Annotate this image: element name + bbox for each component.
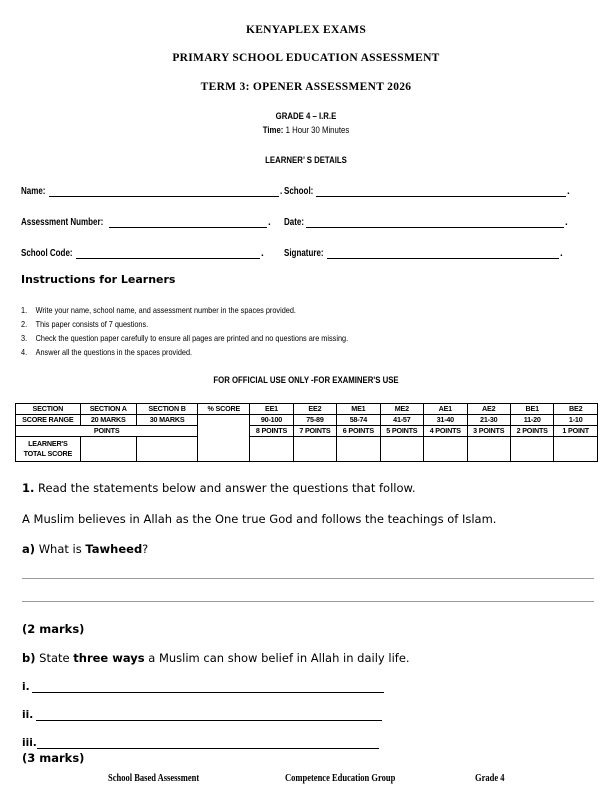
question-1a-marks: (2 marks) [22,622,85,636]
instructions-title: Instructions for Learners [21,273,176,286]
score-table [15,403,598,462]
instruction-item [21,319,148,329]
part-text: What is [38,542,82,556]
signature-label: Signature: [284,248,324,259]
question-number: 1. [22,481,35,495]
answer-line[interactable] [32,692,384,693]
table-header-cell: ME2 [380,404,423,415]
total-score-label [16,437,81,462]
grade-subject: GRADE 4 – I.R.E [275,111,337,122]
table-cell: 2 POINTS [510,426,553,437]
school-code-label: School Code: [21,248,73,259]
field-end-dot: . [261,248,264,259]
date-field[interactable] [306,227,564,228]
instruction-number: 4. [21,347,28,357]
part-text-end: a Muslim can show belief in Allah in daily life. [148,651,410,665]
assessment-number-field[interactable] [109,227,267,228]
instruction-text: Check the question paper carefully to ensure all pages are printed and no questions are missing. [35,333,349,343]
ae2-cell[interactable] [467,437,510,462]
section-b-score-cell[interactable] [136,437,197,462]
table-cell: POINTS [16,426,198,437]
table-cell: 20 MARKS [80,415,136,426]
table-row [16,404,598,415]
answer-line[interactable] [22,578,594,579]
field-end-dot: . [268,217,271,228]
instruction-text: This paper consists of 7 questions. [35,319,149,329]
time-value: 1 Hour 30 Minutes [285,125,350,136]
table-cell: 11-20 [510,415,553,426]
table-cell: 30 MARKS [136,415,197,426]
table-header-cell: BE2 [554,404,598,415]
instruction-number: 3. [21,333,28,343]
question-1a [22,542,148,556]
instruction-number: 2. [21,319,28,329]
question-1-instruction [22,481,416,495]
instruction-text: Write your name, school name, and assessment number in the spaces provided. [35,305,296,315]
table-cell: 90-100 [250,415,293,426]
term-title: TERM 3: OPENER ASSESSMENT 2026 [200,81,412,93]
table-header-cell: AE2 [467,404,510,415]
part-label: b) [22,651,36,665]
field-end-dot: . [280,186,283,197]
learner-details-title: LEARNER’ S DETAILS [265,155,347,166]
part-keyword: three ways [73,651,145,665]
answer-line[interactable] [37,748,379,749]
table-header-cell: BE1 [510,404,553,415]
table-header-cell: ME1 [337,404,380,415]
ae1-cell[interactable] [424,437,467,462]
field-end-dot: . [560,248,563,259]
table-cell: 75-89 [293,415,336,426]
table-cell: 31-40 [424,415,467,426]
table-row [16,415,598,426]
table-row [16,426,598,437]
instruction-number: 1. [21,305,28,315]
answer-label: i. [22,681,30,693]
table-header-cell: SECTION B [136,404,197,415]
table-cell: 5 POINTS [380,426,423,437]
school-label: School: [284,186,314,197]
official-use-caption: FOR OFFICIAL USE ONLY -FOR EXAMINER'S USE [213,375,399,386]
table-cell: 8 POINTS [250,426,293,437]
part-text: State [39,651,70,665]
time-label: Time: [262,125,284,136]
table-cell: 1-10 [554,415,598,426]
footer-center: Competence Education Group [285,773,396,784]
footer-right: Grade 4 [475,773,505,784]
part-label: a) [22,542,36,556]
me1-cell[interactable] [337,437,380,462]
time-allowed [55,125,557,136]
instruction-item [21,305,296,315]
answer-line[interactable] [22,601,594,602]
table-cell: 58-74 [337,415,380,426]
field-end-dot: . [567,186,570,197]
assessment-title: PRIMARY SCHOOL EDUCATION ASSESSMENT [172,52,440,64]
ee2-cell[interactable] [293,437,336,462]
table-cell: SCORE RANGE [16,415,81,426]
instruction-item [21,347,192,357]
me2-cell[interactable] [380,437,423,462]
section-a-score-cell[interactable] [80,437,136,462]
part-keyword: Tawheed [85,542,143,556]
name-label: Name: [21,186,46,197]
table-header-cell: AE1 [424,404,467,415]
part-text-end: ? [142,542,149,556]
percent-score-cell[interactable] [198,415,250,462]
footer-left: School Based Assessment [108,773,200,784]
assessment-number-label: Assessment Number: [21,217,104,228]
table-header-cell: SECTION [16,404,81,415]
total-label-line: LEARNER'S [28,439,68,448]
answer-label: ii. [22,709,34,721]
table-cell: 1 POINT [554,426,598,437]
instruction-item [21,333,348,343]
table-header-cell: % SCORE [198,404,250,415]
exam-body-title: KENYAPLEX EXAMS [245,24,367,36]
date-label: Date: [284,217,305,228]
answer-line[interactable] [36,720,382,721]
be2-cell[interactable] [554,437,598,462]
question-text: Read the statements below and answer the questions that follow. [38,481,416,495]
signature-field[interactable] [327,258,559,259]
table-cell: 6 POINTS [337,426,380,437]
question-1b [22,651,410,665]
table-cell: 4 POINTS [424,426,467,437]
table-cell: 21-30 [467,415,510,426]
field-end-dot: . [565,217,568,228]
table-cell: 41-57 [380,415,423,426]
table-header-cell: EE1 [250,404,293,415]
table-header-cell: SECTION A [80,404,136,415]
table-cell: 3 POINTS [467,426,510,437]
question-1b-marks: (3 marks) [22,751,85,765]
school-code-field[interactable] [76,258,260,259]
ee1-cell[interactable] [250,437,293,462]
instruction-text: Answer all the questions in the spaces provided. [35,347,193,357]
question-1-statement: A Muslim believes in Allah as the One true God and follows the teachings of Islam. [22,512,497,526]
be1-cell[interactable] [510,437,553,462]
table-header-cell: EE2 [293,404,336,415]
table-row [16,437,598,462]
total-label-line: TOTAL SCORE [23,449,73,458]
answer-label: iii. [22,737,37,749]
table-cell: 7 POINTS [293,426,336,437]
name-field[interactable] [49,196,279,197]
school-field[interactable] [316,196,566,197]
